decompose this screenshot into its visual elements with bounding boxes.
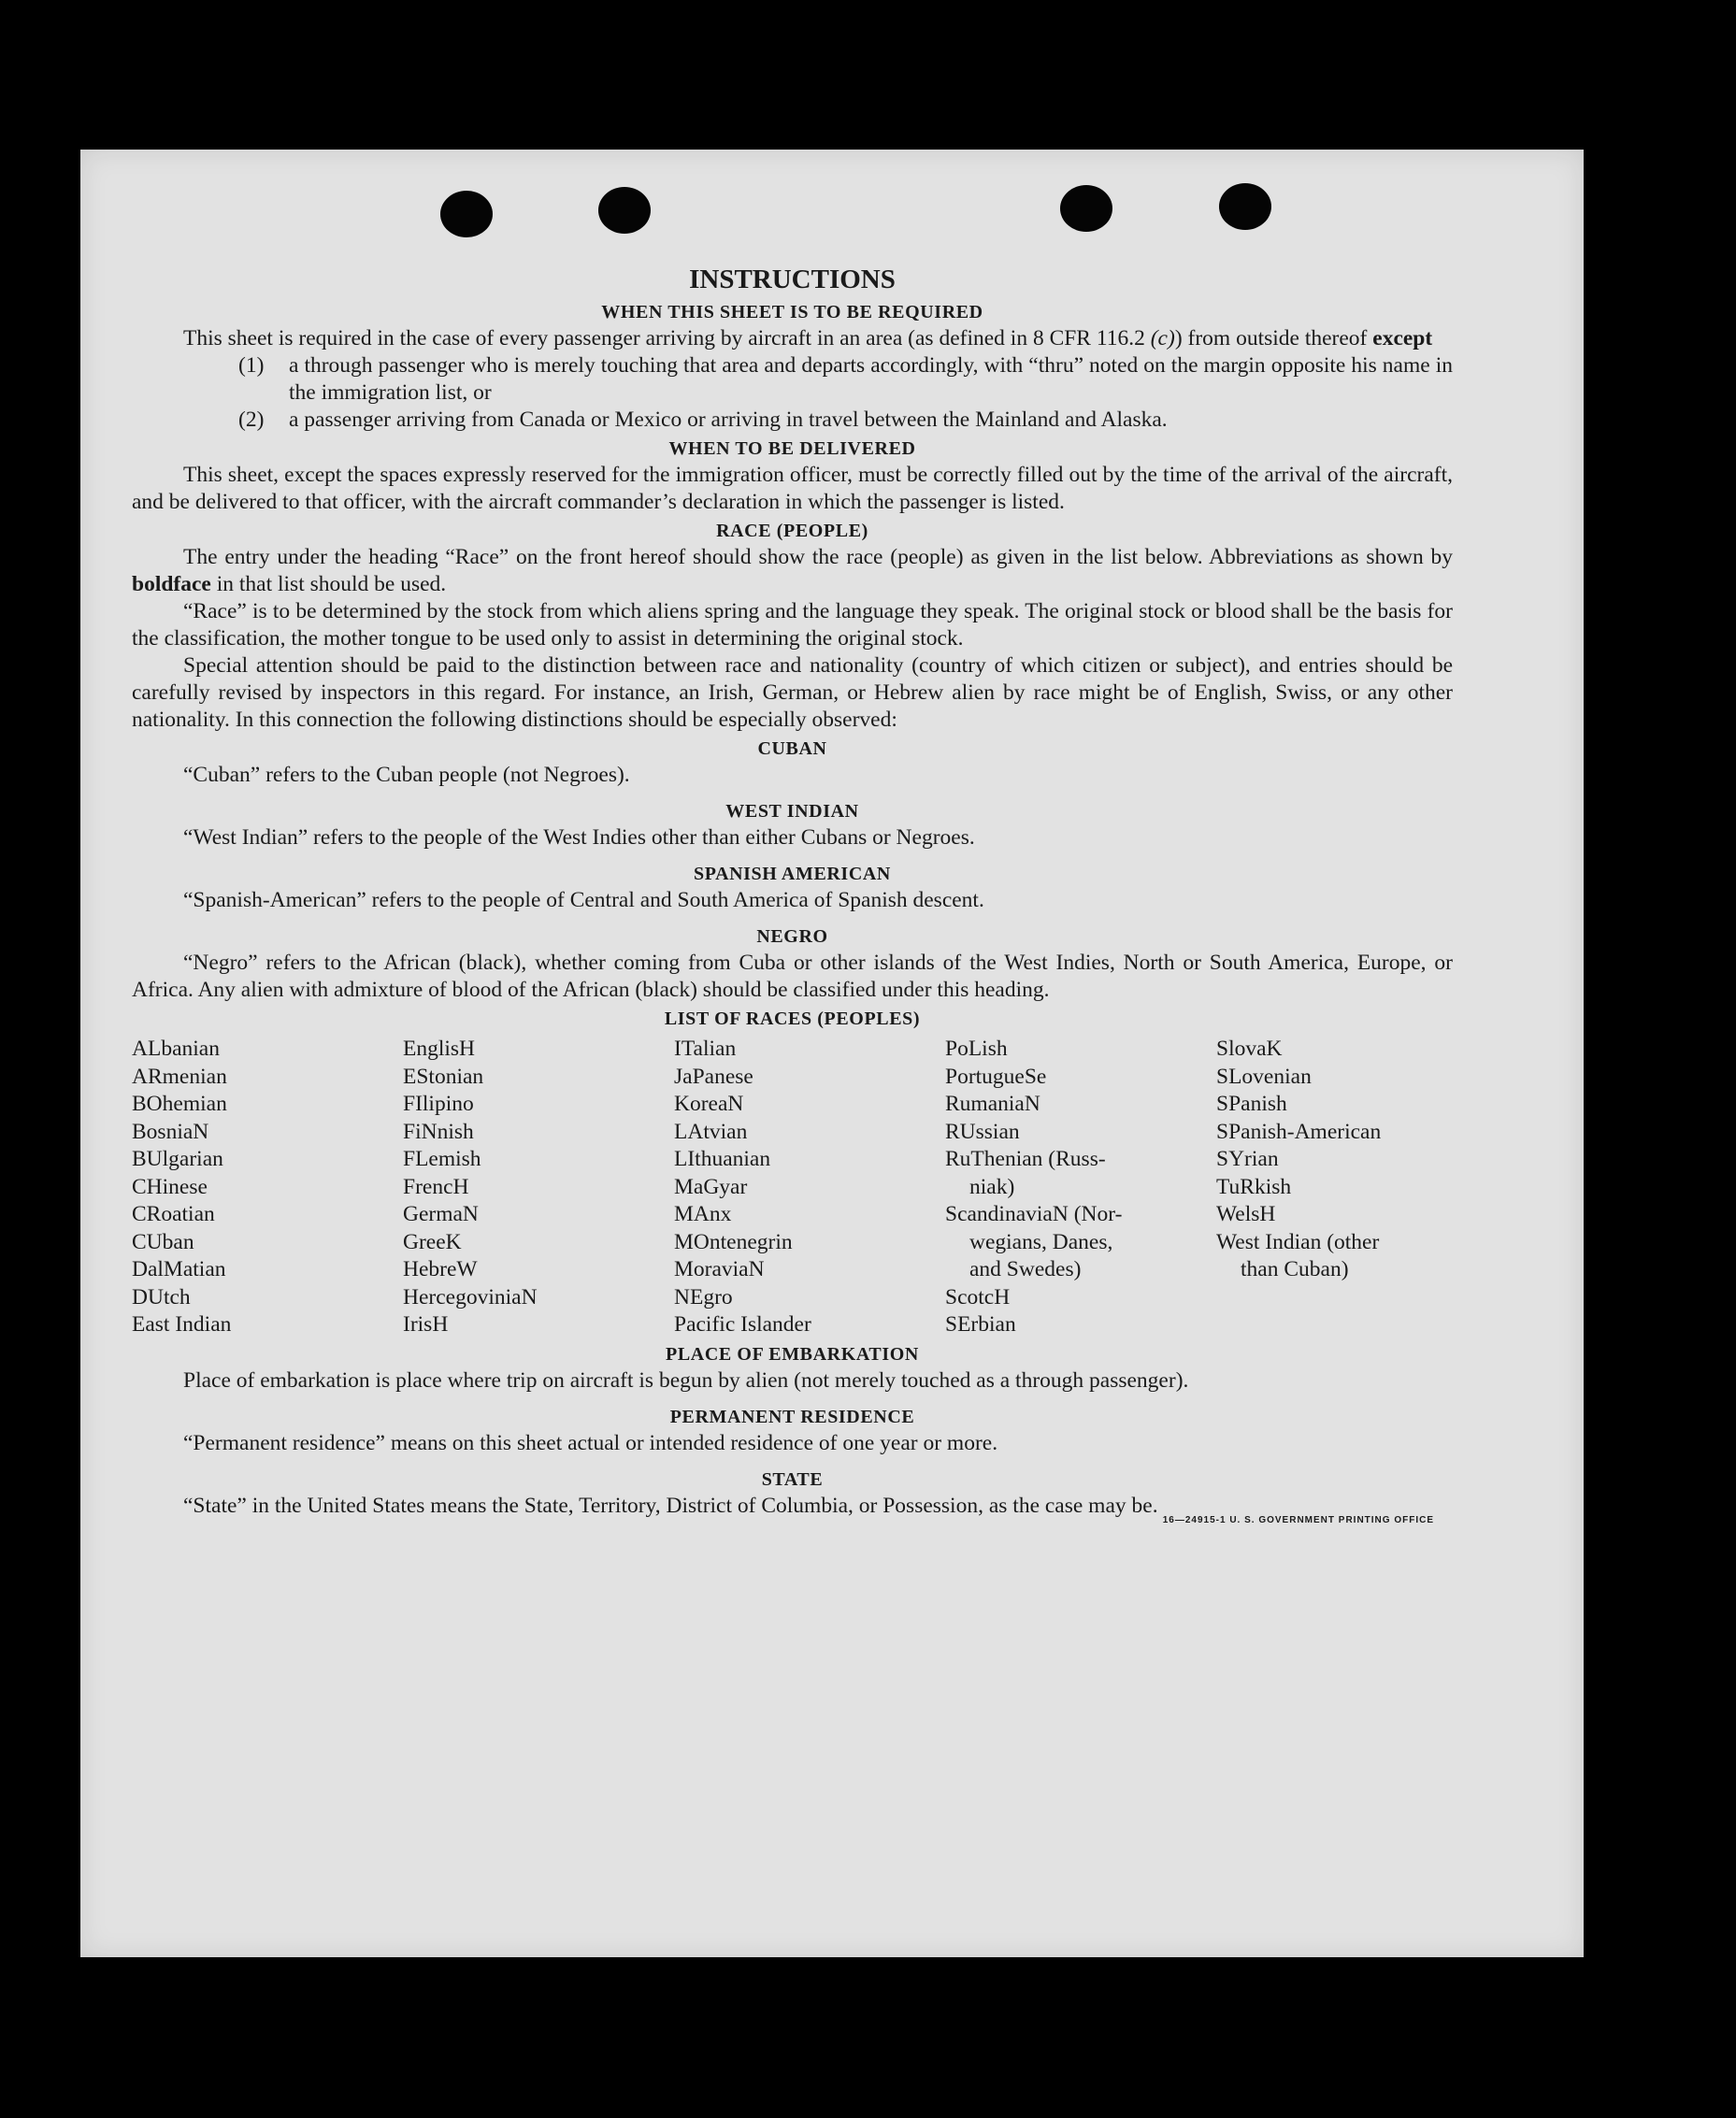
paragraph-west-indian: “West Indian” refers to the people of the West Indies other than either Cubans or Negroes. (183, 825, 975, 850)
paragraph-negro: “Negro” refers to the African (black), whether coming from Cuba or other islands of the West Indies, North or South America, Europe, or Africa. Any alien with admixture of blood of the African (black) should be classified under this heading. (132, 951, 1453, 1002)
race-entry: LAtvian (674, 1119, 748, 1144)
punch-hole (598, 187, 651, 234)
race-entry: TuRkish (1216, 1174, 1292, 1199)
race-entry: NEgro (674, 1284, 733, 1309)
heading-permanent-residence: PERMANENT RESIDENCE (669, 1406, 915, 1427)
race-entry: GermaN (403, 1202, 479, 1226)
race-entry: FIlipino (403, 1092, 474, 1116)
races-column (674, 1036, 945, 1339)
races-column (1216, 1036, 1487, 1339)
heading-cuban: CUBAN (757, 738, 827, 759)
race-entry: than Cuban) (1241, 1257, 1349, 1281)
race-entry: FiNnish (403, 1119, 474, 1144)
race-entry: FLemish (403, 1147, 481, 1171)
race-entry: WelsH (1216, 1202, 1276, 1226)
race-entry: SYrian (1216, 1147, 1279, 1171)
race-entry: JaPanese (674, 1064, 753, 1089)
paragraph-state: “State” in the United States means the State, Territory, District of Columbia, or Possession, as the case may be. (183, 1493, 1158, 1518)
paragraph-spanish-american: “Spanish-American” refers to the people of Central and South America of Spanish descent. (183, 888, 984, 912)
race-entry: FrencH (403, 1174, 469, 1199)
punch-hole (1219, 183, 1271, 230)
paragraph-when-required: This sheet is required in the case of every passenger arriving by aircraft in an area (as defined in 8 CFR 116.2 (c)) from outside thereof except (183, 326, 1433, 351)
heading-spanish-american: SPANISH AMERICAN (694, 864, 891, 884)
printing-office-imprint: 16—24915-1 U. S. GOVERNMENT PRINTING OFFICE (1162, 1514, 1434, 1525)
race-entry: ScandinaviaN (Nor- (945, 1202, 1123, 1226)
race-entry: wegians, Danes, (969, 1229, 1113, 1254)
races-list (132, 1036, 1453, 1339)
race-entry: DalMatian (132, 1257, 226, 1281)
paragraph-race-1: The entry under the heading “Race” on the front hereof should show the race (people) as given in the list below. Abbreviations as shown by boldface in that list should be used. (132, 545, 1453, 596)
document-page (80, 150, 1584, 1957)
races-column (945, 1036, 1216, 1339)
races-column (403, 1036, 674, 1339)
race-entry: West Indian (other (1216, 1229, 1380, 1254)
race-entry: CUban (132, 1229, 194, 1254)
race-entry: RumaniaN (945, 1092, 1040, 1116)
race-entry: EnglisH (403, 1037, 476, 1061)
race-entry: SPanish-American (1216, 1119, 1382, 1144)
paragraph-permanent-residence: “Permanent residence” means on this sheet actual or intended residence of one year or more. (183, 1430, 998, 1455)
heading-state: STATE (761, 1468, 824, 1490)
heading-west-indian: WEST INDIAN (725, 801, 859, 822)
exception-item: (2) a passenger arriving from Canada or Mexico or arriving in travel between the Mainland and Alaska. (238, 408, 1168, 432)
race-entry: PoLish (945, 1037, 1008, 1061)
heading-embarkation: PLACE OF EMBARKATION (666, 1343, 919, 1365)
race-entry: DUtch (132, 1284, 191, 1309)
race-entry: GreeK (403, 1229, 462, 1254)
heading-race: RACE (PEOPLE) (716, 521, 868, 541)
races-column (132, 1036, 403, 1339)
race-entry: ALbanian (132, 1037, 220, 1061)
race-entry: MaGyar (674, 1174, 748, 1199)
race-entry: ARmenian (132, 1064, 227, 1089)
heading-when-delivered: WHEN TO BE DELIVERED (668, 438, 916, 459)
paragraph-race-3: Special attention should be paid to the distinction between race and nationality (country of which citizen or subject), and entries should be carefully revised by inspectors in this regard. For instance, an Irish, German, or Hebrew alien by race might be of English, Swiss, or any other nationality. In this connection the following distinctions should be especially observed: (132, 653, 1453, 732)
race-entry: MoraviaN (674, 1257, 765, 1281)
race-entry: MOntenegrin (674, 1229, 793, 1254)
race-entry: SErbian (945, 1312, 1016, 1337)
race-entry: IrisH (403, 1312, 449, 1337)
instructions-content (132, 260, 1453, 1534)
race-entry: ITalian (674, 1037, 737, 1061)
race-entry: SPanish (1216, 1092, 1287, 1116)
heading-negro: NEGRO (756, 926, 828, 947)
race-entry: HebreW (403, 1257, 478, 1281)
race-entry: SlovaK (1216, 1037, 1283, 1061)
paragraph-embarkation: Place of embarkation is place where trip on aircraft is begun by alien (not merely touched as a through passenger). (183, 1367, 1189, 1393)
race-entry: ScotcH (945, 1284, 1011, 1309)
race-entry: SLovenian (1216, 1064, 1312, 1089)
race-entry: BUlgarian (132, 1147, 223, 1171)
punch-hole (1060, 185, 1112, 232)
heading-list-of-races: LIST OF RACES (PEOPLES) (664, 1009, 921, 1029)
exception-item: (1) a through passenger who is merely touching that area and departs accordingly, with “thru” noted on the margin opposite his name in the immigration list, or (238, 353, 1453, 405)
race-entry: HercegoviniaN (403, 1284, 538, 1309)
race-entry: BOhemian (132, 1092, 227, 1116)
race-entry: PortugueSe (945, 1064, 1047, 1089)
paragraph-cuban: “Cuban” refers to the Cuban people (not Negroes). (183, 763, 630, 787)
race-entry: MAnx (674, 1202, 732, 1226)
race-entry: CRoatian (132, 1202, 215, 1226)
race-entry: EStonian (403, 1064, 484, 1089)
race-entry: East Indian (132, 1312, 232, 1337)
heading-when-required: WHEN THIS SHEET IS TO BE REQUIRED (601, 302, 983, 322)
race-entry: RuThenian (Russ- (945, 1147, 1106, 1171)
paragraph-when-delivered: This sheet, except the spaces expressly reserved for the immigration officer, must be correctly filled out by the time of the arrival of the aircraft, and be delivered to that officer, with the aircraft commander’s declaration in which the passenger is listed. (132, 463, 1453, 514)
race-entry: niak) (969, 1174, 1015, 1199)
race-entry: LIthuanian (674, 1147, 771, 1171)
race-entry: CHinese (132, 1174, 208, 1199)
race-entry: Pacific Islander (674, 1312, 811, 1337)
page-title: INSTRUCTIONS (689, 265, 896, 294)
race-entry: BosniaN (132, 1119, 209, 1144)
race-entry: RUssian (945, 1119, 1020, 1144)
punch-hole (440, 191, 493, 237)
paragraph-race-2: “Race” is to be determined by the stock from which aliens spring and the language they speak. The original stock or blood shall be the basis for the classification, the mother tongue to be used only to assist in determining the original stock. (132, 599, 1453, 651)
race-entry: and Swedes) (969, 1257, 1082, 1281)
race-entry: KoreaN (674, 1092, 744, 1116)
